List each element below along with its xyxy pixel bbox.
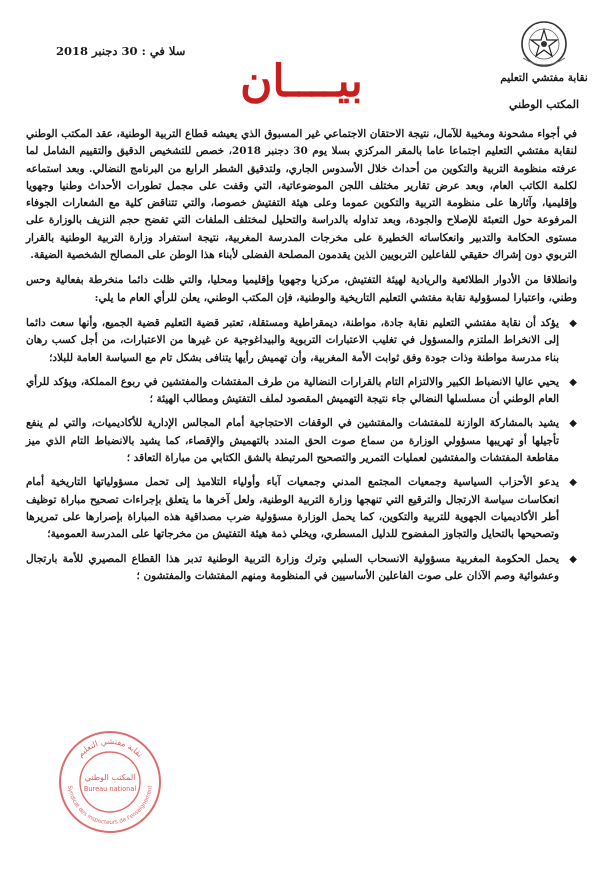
- statement-title: بيــــان: [240, 56, 363, 107]
- official-stamp: [56, 728, 164, 836]
- stamp-inner-arabic: المكتب الوطني: [84, 773, 136, 782]
- diamond-bullet-icon: ◆: [569, 477, 577, 489]
- declaration-item: [26, 374, 577, 409]
- declaration-text: يشيد بالمشاركة الوازنة للمفتشات والمفتشين في الوقفات الاحتجاجية أمام المجالس الإدارية للأكاديميات، والتي لم ينفع تأجيلها أو تهريبها مسؤولي الوزارة من سماع صوت الحق المندد بالتهميش والإقصاء، كما يشيد بالانضباط التام الذي ميز مقاطعة المفتشات والمفتشين لعمليات التمرير والتصحيح المرتبطة بالشق الكتابي من مباراة التعاقد ؛: [26, 417, 559, 465]
- statement-body: [26, 126, 577, 592]
- stamp-inner-french: Bureau national: [83, 785, 137, 793]
- diamond-bullet-icon: ◆: [569, 418, 577, 430]
- diamond-bullet-icon: ◆: [569, 317, 577, 329]
- declaration-text: يؤكد أن نقابة مفتشي التعليم نقابة جادة، مواطنة، ديمقراطية ومستقلة، تعتبر قضية التعليم قضية الجميع، وأنها سعت دائما إلى الانخراط الملتزم والمسؤول في تغليب الاعتبارات التربوية والبيداغوجية عن غيرها من الاعتبارات، من أجل كسب رهان بناء مدرسة مواطنة وذات جودة وفق ثوابت الأمة المغربية، وأن تهميش رأيها يتنافى بشكل تام مع السياسة العامة للبلاد؛: [26, 316, 559, 364]
- stamp-ring-arabic: نقابة مفتشي التعليم: [75, 736, 145, 759]
- declarations-list: [26, 315, 577, 585]
- declaration-item: [26, 415, 577, 467]
- declaration-text: يحمل الحكومة المغربية مسؤولية الانسحاب السلبي وترك وزارة التربية الوطنية تدبر هذا القطاع المصيري للأمة بارتجال وعشوائية وصم الآذان على صوت الفاعلين الأساسيين في المنظومة ومنهم المفتشات والمفتشون ؛: [26, 552, 559, 582]
- diamond-bullet-icon: ◆: [569, 553, 577, 565]
- declaration-text: يدعو الأحزاب السياسية وجمعيات المجتمع المدني وجمعيات آباء وأولياء التلاميذ إلى تحمل مسؤولياتها التاريخية أمام انعكاسات سياسة الارتجال والترقيع التي تنهجها وزارة التربية الوطنية، ولعل آخرها ما يتعلق بإجراءات تصحيح مباراة توظيف أطر الأكاديميات الجهوية للتربية والتكوين، كما يحمل الوزارة مسؤولية ضرب مصداقية هذه المباراة بإصرارها على تمريرها وتصحيحها بالتحايل والتجاوز المفضوح للدليل المسطري، ويخلي ذمة هيئة التفتيش من مخرجاتها على المدرسة العمومية؛: [26, 476, 559, 541]
- union-name: نقابة مفتشي التعليم: [500, 72, 588, 84]
- intro-paragraph-1: في أجواء مشحونة ومخيبة للآمال، نتيجة الاحتقان الاجتماعي غير المسبوق الذي يعيشه قطاع التربية الوطنية، عقد المكتب الوطني لنقابة مفتشي التعليم اجتماعا عاما بالمقر المركزي بسلا يوم 30 دجنبر 2018، خصص للتشخيص الدقيق والتقييم الشامل لما عرفته منظومة التربية والتكوين من أحداث خلال الأسدوس الجاري، ولتدقيق الشطر الرابع من البرنامج النضالي. وبعد استماعه لكلمة الكاتب العام، وبعد عرض تقارير مختلف اللجن الموضوعاتية، التي وقفت على مجمل تطورات الأحداث وطنيا وجهويا وإقليميا، وآثارها على منظومة التربية والتكوين عموما وعلى هيئة التفتيش خصوصا، والتي تتناقض كلية مع الشعارات الجوفاء المرفوعة حول التعبئة للإصلاح والجودة، وبعد تداوله بالدراسة والتحليل لمختلف الملفات التي تفضح حجم النزيف بالوزارة على مستوى الحكامة والتدبير وانعكاساته الخطيرة على مخرجات المدرسة المغربية، نتيجة استفراد وزارة التربية الوطنية بالقرار التربوي دون إشراك حقيقي للفاعلين التربويين الذين يقدمون المصلحة الفضلى لأبناء هذا الوطن على المصالح الشخصية الضيقة.: [26, 128, 577, 262]
- svg-text:نقابة مفتشي التعليم: [76, 737, 145, 759]
- stamp-ring-french: Syndicat des inspecteurs de l'enseignement: [66, 785, 154, 827]
- declaration-text: يحيي عاليا الانضباط الكبير والالتزام التام بالقرارات النضالية من طرف المفتشات والمفتشين في ربوع المملكة، ويؤكد للرأي العام الوطني أن مسلسلها النضالي جاء نتيجة التهميش المقصود لملف التفتيش ومطالب الهيئة ؛: [26, 375, 559, 406]
- date-line: سلا في : 30 دجنبر 2018: [56, 44, 186, 58]
- declaration-item: [26, 315, 577, 367]
- letterhead: [0, 0, 603, 120]
- intro-paragraph-2: وانطلاقا من الأدوار الطلائعية والريادية لهيئة التفتيش، مركزيا وجهويا وإقليميا ومحليا، والتي ظلت دائما منخرطة بفعالية وحس وطني، واعتبارا لمسؤولية نقابة مفتشي التعليم التاريخية والوطنية، فإن المكتب الوطني، يعلن للرأي العام ما يلي:: [26, 274, 577, 304]
- diamond-bullet-icon: ◆: [569, 376, 577, 388]
- bureau-label: المكتب الوطني: [508, 98, 580, 111]
- declaration-item: [26, 551, 577, 586]
- declaration-item: [26, 474, 577, 543]
